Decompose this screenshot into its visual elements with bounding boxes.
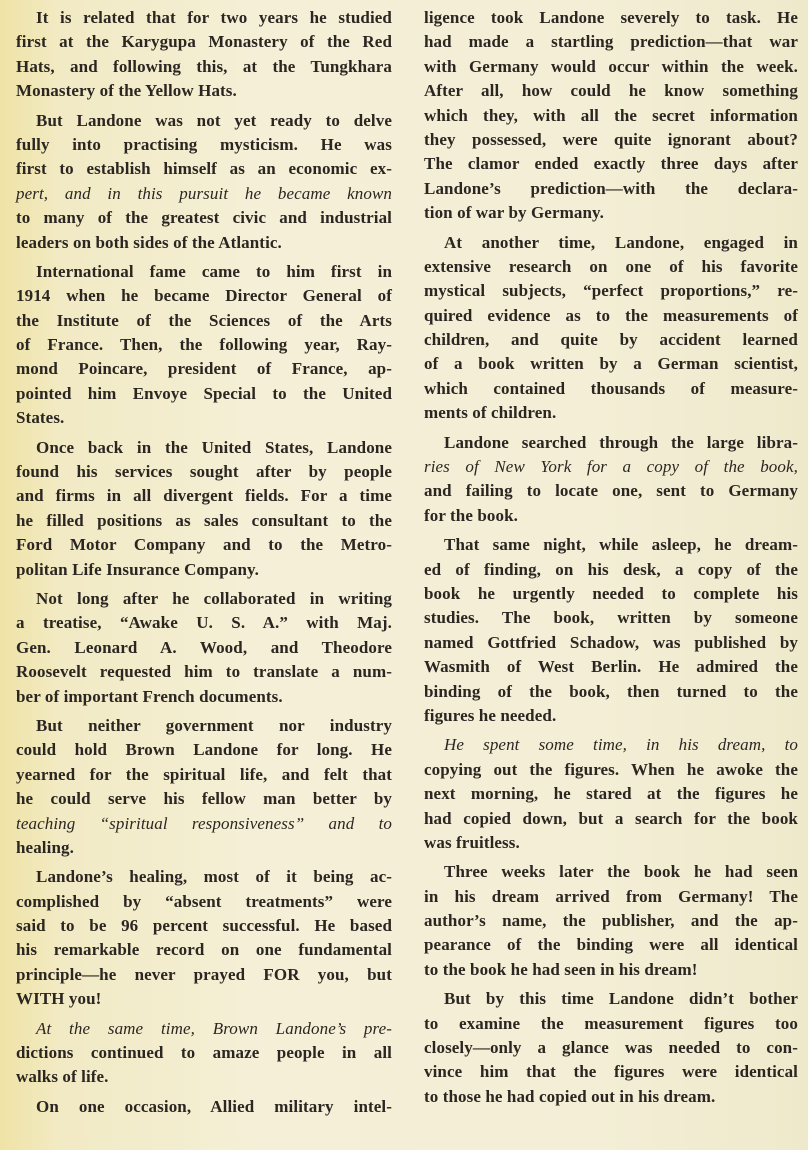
text-line: had copied down, but a search for the book	[424, 808, 798, 828]
text-line: said to be 96 percent successful. He based	[16, 916, 392, 936]
text-line: ed of finding, on his desk, a copy of the	[424, 559, 798, 579]
text-line: he could serve his fellow man better by	[16, 789, 392, 809]
text-line: Landone searched through the large libra-	[444, 432, 798, 452]
left-column	[16, 6, 392, 1124]
text-line: and failing to locate one, sent to Germany	[424, 481, 798, 501]
text-line: binding of the book, then turned to the	[424, 681, 798, 701]
text-line: for the book.	[424, 505, 519, 525]
text-line: vince him that the figures were identical	[424, 1062, 798, 1082]
text-line: children, and quite by accident learned	[424, 330, 798, 350]
text-line: with Germany would occur within the week.	[424, 56, 798, 76]
text-line: teaching “spiritual responsiveness” and to	[16, 813, 392, 833]
paragraph	[16, 6, 392, 104]
right-column	[424, 6, 798, 1114]
text-line: was fruitless.	[424, 832, 520, 852]
text-line: complished by “absent treatments” were	[16, 891, 392, 911]
text-line: pointed him Envoye Special to the United	[16, 383, 392, 403]
text-line: At the same time, Brown Landone’s pre-	[36, 1018, 392, 1038]
text-line: Not long after he collaborated in writing	[36, 588, 392, 608]
text-line: He spent some time, in his dream, to	[444, 735, 798, 755]
text-line: Three weeks later the book he had seen	[444, 862, 798, 882]
text-line: Wasmith of West Berlin. He admired the	[424, 657, 798, 677]
text-line: to examine the measurement figures too	[424, 1013, 798, 1033]
paragraph	[16, 436, 392, 582]
text-line: author’s name, the publisher, and the ap-	[424, 911, 798, 931]
text-line: studies. The book, written by someone	[424, 608, 798, 628]
text-line: pearance of the binding were all identical	[424, 935, 798, 955]
text-line: But Landone was not yet ready to delve	[36, 110, 392, 130]
text-line: to many of the greatest civic and industrial	[16, 208, 392, 228]
text-line: ber of important French documents.	[16, 686, 283, 706]
text-line: But neither government nor industry	[36, 715, 392, 735]
text-line: dictions continued to amaze people in all	[16, 1043, 392, 1063]
text-line: copying out the figures. When he awoke the	[424, 759, 798, 779]
text-line: had made a startling prediction—that war	[424, 32, 798, 52]
text-line: States.	[16, 408, 65, 428]
text-line: tion of war by Germany.	[424, 203, 605, 223]
text-line: At another time, Landone, engaged in	[444, 232, 798, 252]
text-line: mond Poincare, president of France, ap-	[16, 359, 392, 379]
text-line: and firms in all divergent fields. For a time	[16, 486, 392, 506]
paragraph	[424, 6, 798, 226]
text-line: The clamor ended exactly three days after	[424, 154, 798, 174]
text-line: quired evidence as to the measurements of	[424, 305, 798, 325]
text-line: pert, and in this pursuit he became known	[16, 183, 392, 203]
text-line: found his services sought after by people	[16, 462, 392, 482]
text-line: 1914 when he became Director General of	[16, 286, 392, 306]
text-line: mystical subjects, “perfect proportions,” re-	[424, 281, 798, 301]
text-line: named Gottfried Schadow, was published by	[424, 632, 798, 652]
paragraph	[16, 1095, 392, 1119]
paragraph	[16, 587, 392, 709]
text-line: yearned for the spiritual life, and felt that	[16, 764, 392, 784]
text-line: his remarkable record on one fundamental	[16, 940, 392, 960]
text-line: they possessed, were quite ignorant about?	[424, 129, 798, 149]
text-line: WITH you!	[16, 989, 102, 1009]
text-line: walks of life.	[16, 1067, 109, 1087]
text-line: of France. Then, the following year, Ray-	[16, 335, 392, 355]
text-line: But by this time Landone didn’t bother	[444, 989, 798, 1009]
text-line: of a book written by a German scientist,	[424, 354, 798, 374]
text-line: Roosevelt requested him to translate a num-	[16, 662, 392, 682]
paragraph	[424, 987, 798, 1109]
paragraph	[16, 1017, 392, 1090]
text-line: next morning, he stared at the figures he	[424, 784, 798, 804]
text-line: principle—he never prayed FOR you, but	[16, 964, 392, 984]
paragraph	[424, 533, 798, 728]
paragraph	[424, 231, 798, 426]
text-line: Monastery of the Yellow Hats.	[16, 81, 237, 101]
text-line: to the book he had seen in his dream!	[424, 959, 698, 979]
paragraph	[16, 109, 392, 255]
text-line: It is related that for two years he studied	[36, 8, 392, 27]
text-line: extensive research on one of his favorite	[424, 256, 798, 276]
text-line: the Institute of the Sciences of the Arts	[16, 310, 392, 330]
text-line: ligence took Landone severely to task. He	[424, 8, 798, 27]
text-line: ries of New York for a copy of the book,	[424, 457, 798, 477]
text-line: to those he had copied out in his dream.	[424, 1086, 716, 1106]
text-line: ments of children.	[424, 403, 557, 423]
paragraph	[16, 260, 392, 431]
paragraph	[424, 860, 798, 982]
text-line: a treatise, “Awake U. S. A.” with Maj.	[16, 613, 392, 633]
text-line: first at the Karygupa Monastery of the Red	[16, 32, 392, 52]
text-line: book he urgently needed to complete his	[424, 583, 798, 603]
text-line: Gen. Leonard A. Wood, and Theodore	[16, 637, 392, 657]
text-line: in his dream arrived from Germany! The	[424, 886, 798, 906]
text-line: politan Life Insurance Company.	[16, 559, 260, 579]
text-line: Ford Motor Company and to the Metro-	[16, 535, 392, 555]
text-line: Landone’s prediction—with the declara-	[424, 178, 798, 198]
text-line: closely—only a glance was needed to con-	[424, 1038, 798, 1058]
text-line: Landone’s healing, most of it being ac-	[36, 867, 392, 887]
paragraph	[16, 714, 392, 860]
text-line: healing.	[16, 837, 74, 857]
text-line: That same night, while asleep, he dream-	[444, 535, 798, 555]
text-line: figures he needed.	[424, 705, 557, 725]
text-line: leaders on both sides of the Atlantic.	[16, 232, 282, 252]
paragraph	[424, 431, 798, 529]
text-line: On one occasion, Allied military intel-	[36, 1096, 392, 1116]
text-line: After all, how could he know something	[424, 81, 798, 101]
text-line: Hats, and following this, at the Tungkhara	[16, 56, 392, 76]
text-line: which they, with all the secret information	[424, 105, 798, 125]
text-line: International fame came to him first in	[36, 261, 392, 281]
paragraph	[424, 733, 798, 855]
paragraph	[16, 865, 392, 1011]
text-line: he filled positions as sales consultant to the	[16, 510, 392, 530]
text-line: which contained thousands of measure-	[424, 378, 798, 398]
text-line: fully into practising mysticism. He was	[16, 134, 392, 154]
text-line: Once back in the United States, Landone	[36, 437, 392, 457]
text-line: could hold Brown Landone for long. He	[16, 740, 392, 760]
text-line: first to establish himself as an economic ex-	[16, 159, 392, 179]
